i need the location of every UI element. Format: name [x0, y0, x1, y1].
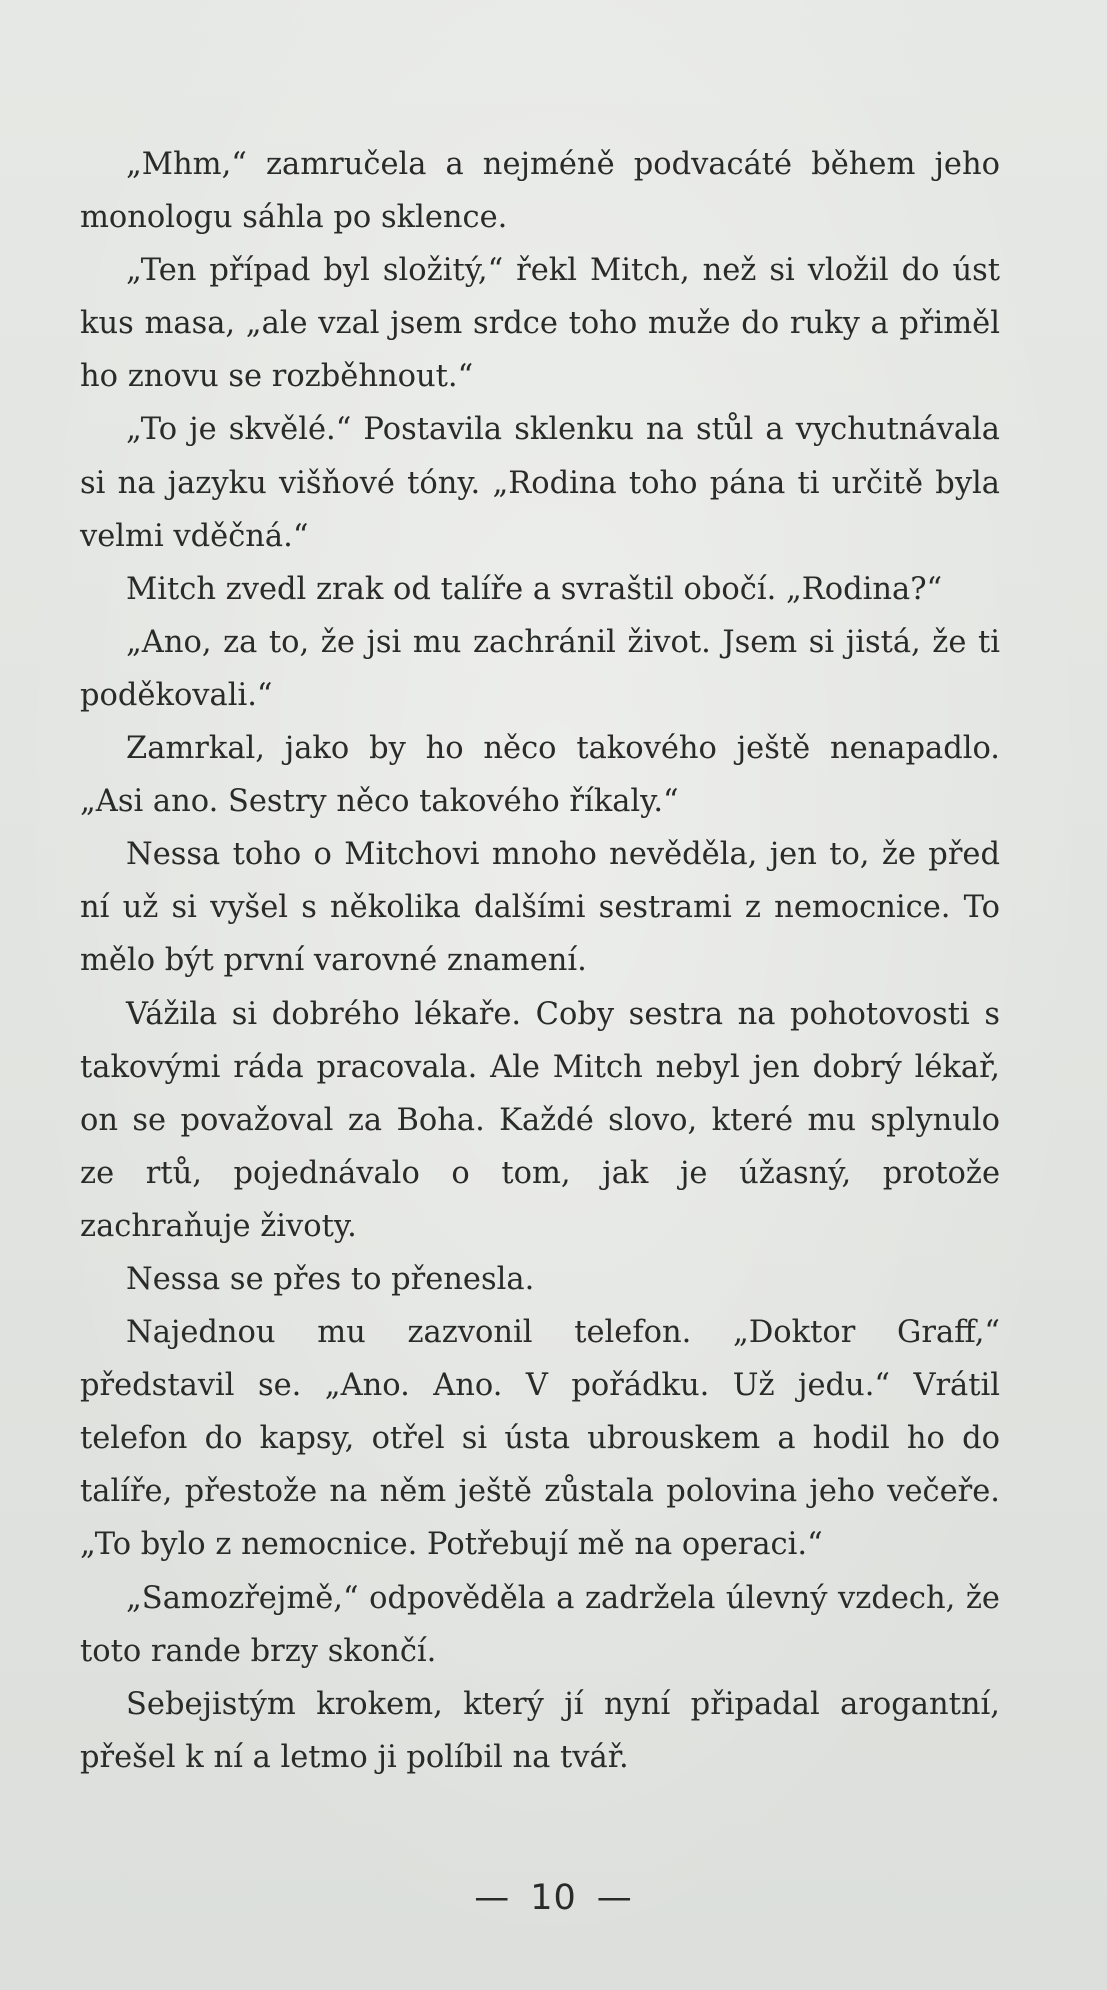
paragraph: Najednou mu zazvonil telefon. „Doktor Graff,“ představil se. „Ano. Ano. V pořádku. Už jedu.“ Vrátil telefon do kapsy, otřel si ústa ubrouskem a hodil ho do talíře, přestože na něm ještě zůstala polovina jeho večeře. „To bylo z nemocnice. Potřebují mě na operaci.“	[80, 1315, 1000, 1563]
paragraph: Nessa se přes to přenesla.	[126, 1261, 535, 1297]
paragraph: Sebejistým krokem, který jí nyní připadal arogantní, přešel k ní a letmo ji políbil na tvář.	[80, 1686, 1000, 1775]
paragraph: „Ten případ byl složitý,“ řekl Mitch, než si vložil do úst kus masa, „ale vzal jsem srdce toho muže do ruky a přiměl ho znovu se rozběhnout.“	[80, 253, 1000, 395]
paragraph: Vážila si dobrého lékaře. Coby sestra na pohotovosti s takovými ráda pracovala. Ale Mitch nebyl jen dobrý lékař, on se považoval za Boha. Každé slovo, které mu splynulo ze rtů, pojednávalo o tom, jak je úžasný, protože zachraňuje životy.	[80, 996, 1000, 1244]
paragraph: „Samozřejmě,“ odpověděla a zadržela úlevný vzdech, že toto rande brzy skončí.	[80, 1580, 1000, 1669]
folio-dash-right: —	[596, 1878, 633, 1918]
body-text	[80, 138, 1000, 1784]
page-number-footer	[0, 1878, 1107, 1918]
paragraph: Zamrkal, jako by ho něco takového ještě nenapadlo. „Asi ano. Sestry něco takového říkaly.“	[80, 731, 1000, 820]
paragraph: „To je skvělé.“ Postavila sklenku na stůl a vychutnávala si na jazyku višňové tóny. „Rodina toho pána ti určitě byla velmi vděčná.“	[80, 412, 1000, 554]
paragraph: Nessa toho o Mitchovi mnoho nevěděla, jen to, že před ní už si vyšel s několika dalšími sestrami z nemocnice. To mělo být první varovné znamení.	[80, 837, 1000, 979]
folio-dash-left: —	[474, 1878, 511, 1918]
paragraph: Mitch zvedl zrak od talíře a svraštil obočí. „Rodina?“	[126, 571, 943, 607]
paragraph: „Ano, za to, že jsi mu zachránil život. Jsem si jistá, že ti poděkovali.“	[80, 624, 1000, 713]
paragraph: „Mhm,“ zamručela a nejméně podvacáté během jeho monologu sáhla po sklence.	[80, 147, 1000, 236]
page-number: 10	[530, 1878, 577, 1918]
